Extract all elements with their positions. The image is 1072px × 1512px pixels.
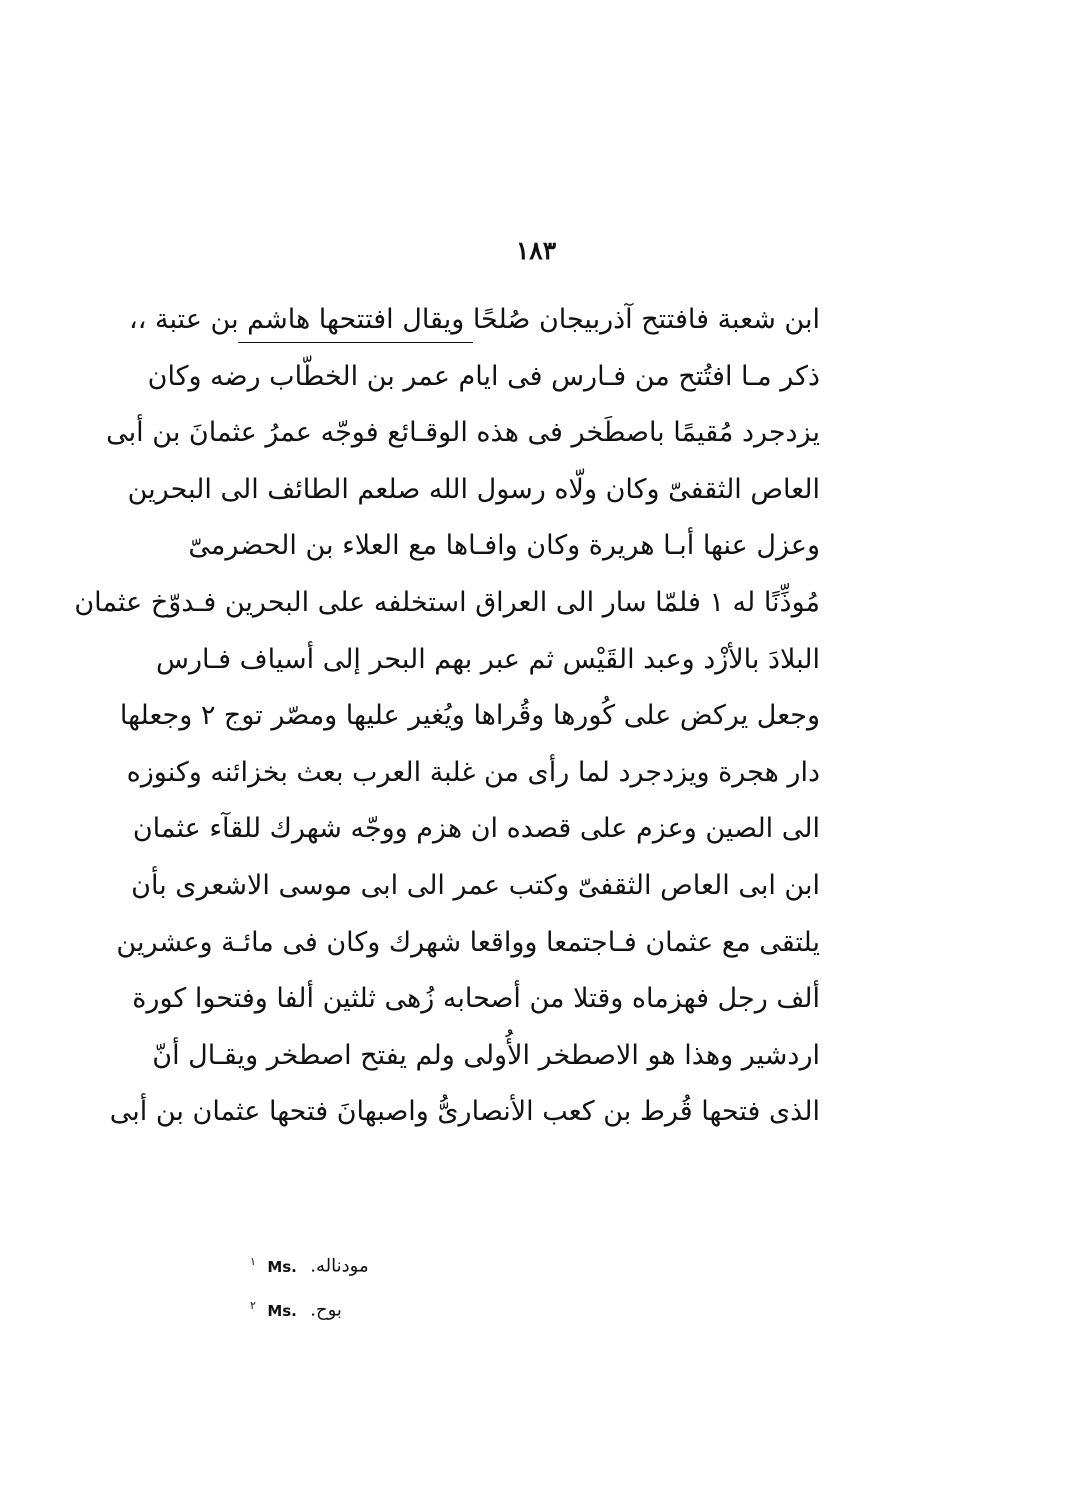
footnotes <box>250 1240 550 1328</box>
footnote <box>250 1240 550 1284</box>
footnote-label: Ms. <box>267 1257 297 1276</box>
text-line: مُوذِّنًا له ۱ فلمّا سار الى العراق استخلفه على البحرين فـدوّخ عثمان <box>74 586 820 618</box>
text-line: يلتقى مع عثمان فـاجتمعا وواقعا شهرك وكان فى مائـة وعشرين <box>116 926 820 958</box>
text-line <box>129 292 820 349</box>
footnote-mark: ۱ <box>250 1255 256 1268</box>
footnote-mark: ۲ <box>250 1299 256 1312</box>
text-line: ابن ابى العاص الثقفىّ وكتب عمر الى ابى موسى الاشعرى بأن <box>131 869 820 901</box>
footnote-text: بوح. <box>310 1299 342 1321</box>
page-number: ١٨٣ <box>515 236 557 265</box>
text-line: وجعل يركض على كُورها وقُراها ويُغير عليها ومصّر توج ۲ وجعلها <box>119 700 820 732</box>
text-line: اردشير وهذا هو الاصطخر الأُولى ولم يفتح اصطخر ويقـال أنّ <box>152 1039 820 1071</box>
text-line: العاص الثقفىّ وكان ولّاه رسول الله صلعم الطائف الى البحرين <box>127 473 820 505</box>
text-line-content: ابن شعبة فافتتح آذربيجان صُلحًا ويقال افتتحها هاشم بن عتبة ،، <box>129 304 820 335</box>
text-line: ذكر مـا افتُتح من فـارس فى ايام عمر بن الخطّاب رضه وكان <box>147 360 820 392</box>
footnote <box>250 1284 550 1328</box>
footnote-label: Ms. <box>267 1301 297 1320</box>
text-line: البلادَ بالأزْد وعبد القَيْس ثم عبر بهم البحر إلى أسياف فـارس <box>156 643 820 675</box>
text-line: يزدجرد مُقيمًا باصطَخر فى هذه الوقـائع فوجّه عمرُ عثمانَ بن أبى <box>106 417 820 449</box>
underline-rule <box>238 342 473 343</box>
footnote-text: مودناله. <box>310 1255 369 1277</box>
text-line: الى الصين وعزم على قصده ان هزم ووجّه شهرك للقآء عثمان <box>132 813 820 845</box>
text-line: الذى فتحها قُرط بن كعب الأنصارىُّ واصبهانَ فتحها عثمان بن أبى <box>109 1096 820 1128</box>
text-line: ألف رجل فهزماه وقتلا من أصحابه زُهى ثلثين ألفا وفتحوا كورة <box>132 983 820 1015</box>
text-line: وعزل عنها أبـا هريرة وكان وافـاها مع العلاء بن الحضرمىّ <box>188 530 820 562</box>
body-text <box>74 292 820 1141</box>
text-line: دار هجرة ويزدجرد لما رأى من غلبة العرب بعث بخزائنه وكنوزه <box>126 756 820 788</box>
